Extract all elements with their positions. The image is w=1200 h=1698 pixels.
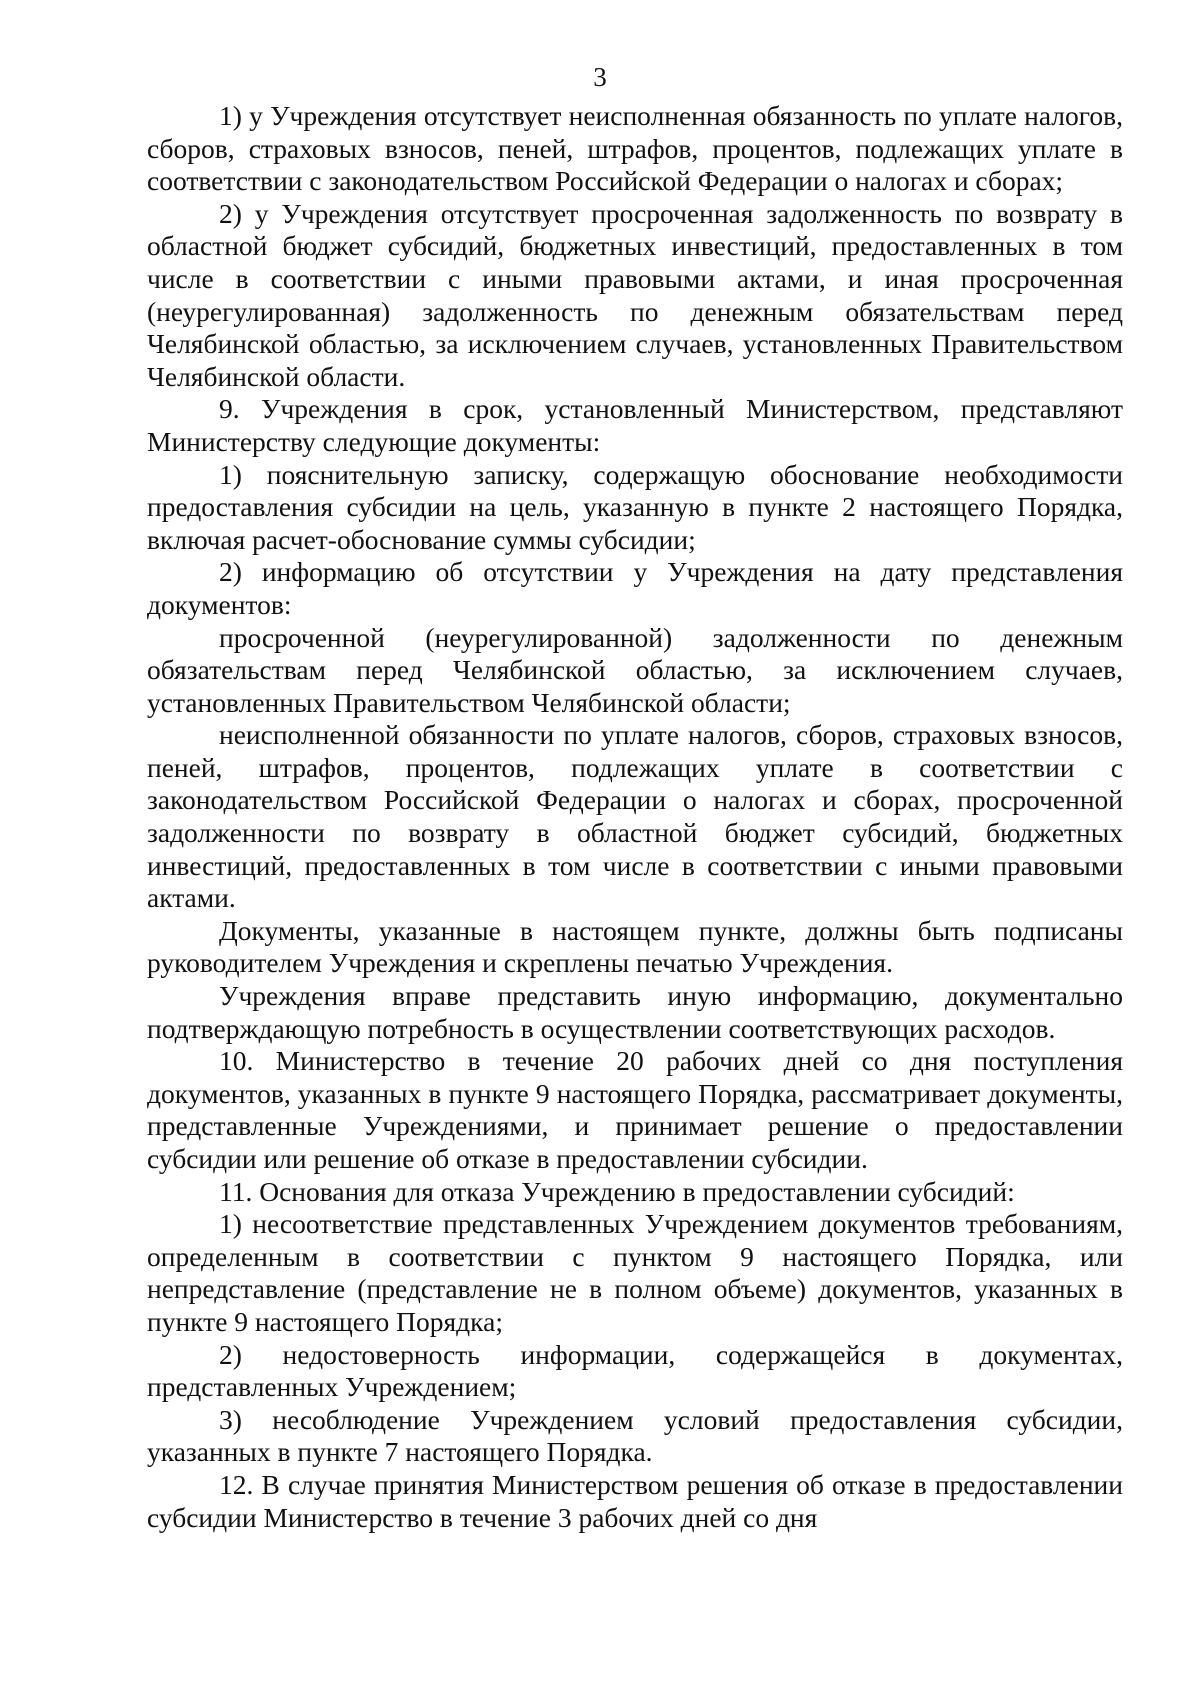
page-number: 3 [593,62,607,92]
paragraph-7: неисполненной обязанности по уплате налогов, сборов, страховых взносов, пеней, штрафов, процентов, подлежащих уплате в соответствии с законодательством Российской Федерации о налогах и сборах, просроченной задолженности по возврату в областной бюджет субсидий, бюджетных инвестиций, предоставленных в том числе в соответствии с иными правовыми актами. [147,719,1123,914]
paragraph-6: просроченной (неурегулированной) задолженности по денежным обязательствам перед Челябинской областью, за исключением случаев, установленных Правительством Челябинской области; [147,621,1123,718]
paragraph-1: 1) у Учреждения отсутствует неисполненная обязанность по уплате налогов, сборов, страховых взносов, пеней, штрафов, процентов, подлежащих уплате в соответствии с законодательством Российской Федерации о налогах и сборах; [147,100,1123,197]
paragraph-15: 12. В случае принятия Министерством решения об отказе в предоставлении субсидии Министерство в течение 3 рабочих дней со дня [147,1468,1123,1533]
document-body [147,100,1123,1534]
paragraph-3: 9. Учреждения в срок, установленный Министерством, представляют Министерству следующие документы: [147,393,1123,457]
paragraph-10: 10. Министерство в течение 20 рабочих дней со дня поступления документов, указанных в пункте 9 настоящего Порядка, рассматривает документы, представленные Учреждениями, и принимает решение о предоставлении субсидии или решение об отказе в предоставлении субсидии. [147,1045,1123,1174]
paragraph-13: 2) недостоверность информации, содержащейся в документах, представленных Учреждением; [147,1338,1123,1403]
paragraph-5: 2) информацию об отсутствии у Учреждения на дату представления документов: [147,556,1123,620]
paragraph-11: 11. Основания для отказа Учреждению в предоставлении субсидий: [219,1175,1015,1207]
paragraph-4: 1) пояснительную записку, содержащую обоснование необходимости предоставления субсидии на цель, указанную в пункте 2 настоящего Порядка, включая расчет-обоснование суммы субсидии; [147,458,1123,555]
paragraph-12: 1) несоответствие представленных Учреждением документов требованиям, определенным в соответствии с пунктом 9 настоящего Порядка, или непредставление (представление не в полном объеме) документов, указанных в пункте 9 настоящего Порядка; [147,1208,1123,1337]
paragraph-2: 2) у Учреждения отсутствует просроченная задолженность по возврату в областной бюджет субсидий, бюджетных инвестиций, предоставленных в том числе в соответствии с иными правовыми актами, и иная просроченная (неурегулированная) задолженность по денежным обязательствам перед Челябинской областью, за исключением случаев, установленных Правительством Челябинской области. [147,197,1123,392]
paragraph-9: Учреждения вправе представить иную информацию, документально подтверждающую потребность в осуществлении соответствующих расходов. [147,980,1123,1044]
paragraph-14: 3) несоблюдение Учреждением условий предоставления субсидии, указанных в пункте 7 настоящего Порядка. [147,1403,1123,1468]
paragraph-8: Документы, указанные в настоящем пункте, должны быть подписаны руководителем Учреждения и скреплены печатью Учреждения. [147,914,1123,979]
